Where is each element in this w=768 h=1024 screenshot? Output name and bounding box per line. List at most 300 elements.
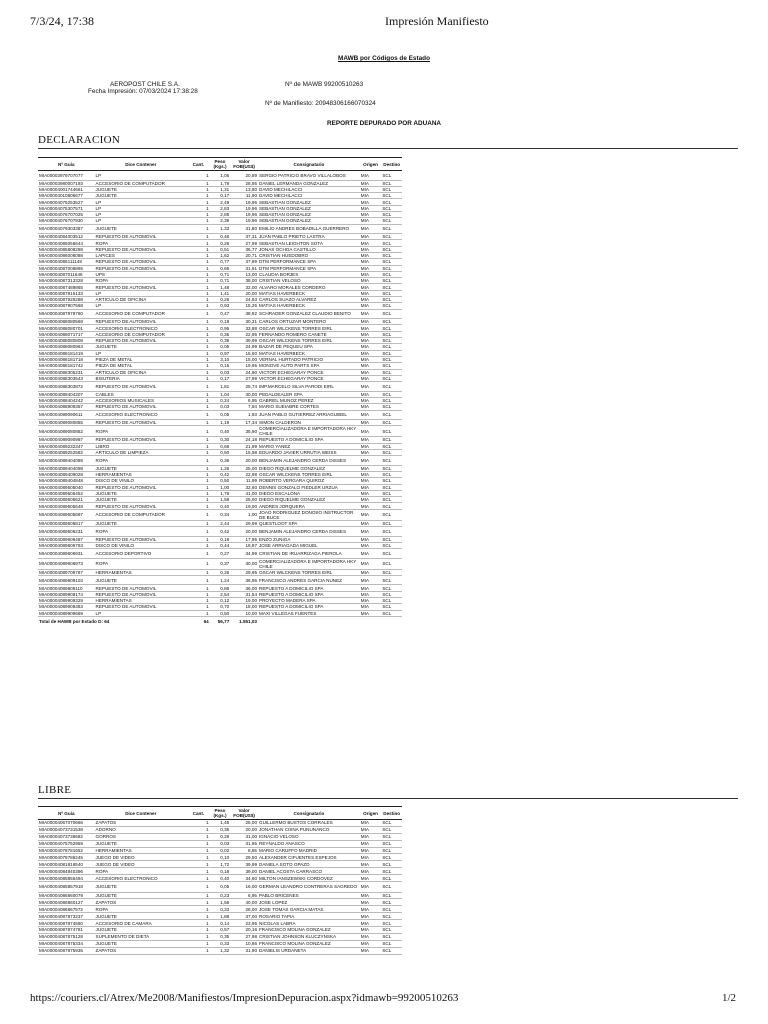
cell-origen: MIA bbox=[360, 186, 382, 192]
cell-peso: 0,15 bbox=[210, 363, 231, 369]
cell-contenido: ZAPATOS bbox=[95, 947, 188, 954]
cell-valor: 39,99 bbox=[230, 861, 258, 868]
cell-contenido: JUGUETE bbox=[95, 882, 188, 893]
cell-valor: 6,95 bbox=[230, 892, 258, 899]
cell-guia: MIA00004089909174 bbox=[38, 591, 95, 597]
cell-consignatario: ALEXANDER CIFUENTES ESPEJOS bbox=[258, 854, 360, 861]
cell-cantidad: 1 bbox=[187, 410, 210, 420]
cell-contenido: LP bbox=[95, 205, 188, 211]
cell-valor: 11,90 bbox=[230, 193, 258, 199]
cell-valor: 20,00 bbox=[230, 527, 258, 537]
cell-valor: 33,88 bbox=[230, 325, 258, 331]
cell-destino: SCL bbox=[381, 484, 402, 490]
cell-origen: MIA bbox=[360, 542, 382, 548]
cell-destino: SCL bbox=[381, 404, 402, 410]
cell-cantidad: 1 bbox=[187, 833, 210, 840]
cell-valor: 36,95 bbox=[230, 575, 258, 585]
cell-origen: MIA bbox=[360, 391, 382, 397]
table-row bbox=[38, 947, 402, 954]
cell-peso: 1,32 bbox=[210, 947, 231, 954]
cell-contenido: LP bbox=[95, 290, 188, 296]
manifest-number: Nº de Manifiesto: 20948306166070324 bbox=[265, 100, 376, 107]
cell-consignatario: JOSE LOPEZ bbox=[258, 899, 360, 906]
cell-peso: 0,36 bbox=[210, 456, 231, 466]
cell-consignatario: JUAN PABLO PRIETO LASTRA bbox=[258, 234, 360, 240]
cell-valor: 6,95 bbox=[230, 397, 258, 403]
cell-valor: 25,00 bbox=[230, 465, 258, 471]
libre-table bbox=[38, 806, 402, 955]
cell-guia: MIA00004088080701 bbox=[38, 325, 95, 331]
cell-valor: 11,99 bbox=[230, 478, 258, 484]
cell-guia: MIA00004086860127 bbox=[38, 899, 95, 906]
cell-consignatario: DANIELA SOTO OPAZO bbox=[258, 861, 360, 868]
cell-peso: 0,17 bbox=[210, 193, 231, 199]
cell-origen: MIA bbox=[360, 610, 382, 616]
cell-peso: 0,33 bbox=[210, 940, 231, 947]
cell-guia: MIA00004076707930 bbox=[38, 218, 95, 224]
cell-contenido: JUGUETE bbox=[95, 575, 188, 585]
cell-destino: SCL bbox=[381, 290, 402, 296]
cell-origen: MIA bbox=[360, 443, 382, 449]
cell-cantidad: 1 bbox=[187, 478, 210, 484]
cell-peso: 0,46 bbox=[210, 234, 231, 240]
cell-origen: MIA bbox=[360, 234, 382, 240]
cell-origen: MIA bbox=[360, 569, 382, 575]
cell-peso: 0,95 bbox=[210, 325, 231, 331]
cell-origen: MIA bbox=[360, 892, 382, 899]
table-row bbox=[38, 382, 402, 392]
cell-destino: SCL bbox=[381, 527, 402, 537]
cell-peso: 0,86 bbox=[210, 585, 231, 591]
cell-consignatario: CLAUDIA BORJES bbox=[258, 271, 360, 277]
cell-consignatario: DANIEL LERMANDA GONZALEZ bbox=[258, 180, 360, 186]
cell-consignatario: CRISTIAN VELOSO bbox=[258, 278, 360, 284]
cell-peso: 0,44 bbox=[210, 542, 231, 548]
cell-contenido: ROPA bbox=[95, 558, 188, 569]
cell-peso: 0,30 bbox=[210, 437, 231, 443]
col-header-contenido: Dice Contener bbox=[95, 807, 188, 820]
cell-origen: MIA bbox=[360, 484, 382, 490]
cell-peso: 0,02 bbox=[210, 847, 231, 854]
cell-valor: 8,65 bbox=[230, 847, 258, 854]
cell-destino: SCL bbox=[381, 926, 402, 933]
cell-cantidad: 1 bbox=[187, 598, 210, 604]
cell-valor: 24,90 bbox=[230, 369, 258, 375]
cell-contenido: REPUESTO DE AUTOMOVIL bbox=[95, 246, 188, 252]
cell-valor: 37,00 bbox=[230, 913, 258, 920]
cell-cantidad: 1 bbox=[187, 471, 210, 477]
cell-guia: MIA00004089404089 bbox=[38, 456, 95, 466]
cell-consignatario: REPUESTO A DOMICILIO SPA bbox=[258, 604, 360, 610]
cell-origen: MIA bbox=[360, 199, 382, 205]
cell-origen: MIA bbox=[360, 171, 382, 181]
cell-valor: 41,00 bbox=[230, 490, 258, 496]
cell-consignatario: OSCAR WILCKENS TORRES EIRL bbox=[258, 338, 360, 344]
table-row bbox=[38, 861, 402, 868]
cell-peso: 3,10 bbox=[210, 356, 231, 362]
cell-valor: 1,93 bbox=[230, 410, 258, 420]
cell-destino: SCL bbox=[381, 331, 402, 337]
cell-peso: 2,49 bbox=[210, 199, 231, 205]
cell-consignatario: DENNIS GONZALO FIEDLER URZUA bbox=[258, 484, 360, 490]
cell-contenido: JUGUETE bbox=[95, 186, 188, 192]
cell-guia: MIA00004085856494 bbox=[38, 875, 95, 882]
cell-contenido: SUPLEMENTO DE DIETA bbox=[95, 933, 188, 940]
cell-consignatario: CRISTIAN DE IRUARRIZAGA PIEROLA bbox=[258, 549, 360, 559]
cell-origen: MIA bbox=[360, 350, 382, 356]
cell-valor: 32,00 bbox=[230, 284, 258, 290]
cell-guia: MIA00004076707025 bbox=[38, 211, 95, 217]
cell-origen: MIA bbox=[360, 224, 382, 234]
cell-origen: MIA bbox=[360, 252, 382, 258]
cell-peso: 0,68 bbox=[210, 443, 231, 449]
cell-valor: 36,77 bbox=[230, 246, 258, 252]
cell-consignatario: ANDRES JORQUERA bbox=[258, 503, 360, 509]
cell-guia: MIA00004089090611 bbox=[38, 410, 95, 420]
cell-contenido: JUGUETE bbox=[95, 892, 188, 899]
cell-peso: 0,50 bbox=[210, 449, 231, 455]
cell-peso: 0,33 bbox=[210, 906, 231, 913]
cell-origen: MIA bbox=[360, 882, 382, 893]
cell-valor: 17,95 bbox=[230, 536, 258, 542]
cell-consignatario: MONOVE AUTO PARTS SPA bbox=[258, 363, 360, 369]
cell-origen: MIA bbox=[360, 344, 382, 350]
cell-destino: SCL bbox=[381, 558, 402, 569]
cell-destino: SCL bbox=[381, 171, 402, 181]
cell-origen: MIA bbox=[360, 920, 382, 927]
cell-origen: MIA bbox=[360, 840, 382, 847]
cell-valor: 7,94 bbox=[230, 404, 258, 410]
cell-contenido: ROPA bbox=[95, 426, 188, 437]
cell-valor: 20,00 bbox=[230, 456, 258, 466]
cell-destino: SCL bbox=[381, 933, 402, 940]
cell-guia: MIA00004010806677 bbox=[38, 193, 95, 199]
cell-cantidad: 1 bbox=[187, 186, 210, 192]
cell-consignatario: REPUESTO A DOMICILIO SPA bbox=[258, 585, 360, 591]
cell-origen: MIA bbox=[360, 265, 382, 271]
cell-peso: 0,18 bbox=[210, 319, 231, 325]
table-row bbox=[38, 940, 402, 947]
cell-consignatario: DANIEL ACOSTA CARRASCO bbox=[258, 868, 360, 875]
cell-peso: 1,33 bbox=[210, 224, 231, 234]
cell-valor: 35,90 bbox=[230, 426, 258, 437]
cell-origen: MIA bbox=[360, 906, 382, 913]
cell-valor: 22,98 bbox=[230, 471, 258, 477]
cell-consignatario: GERMAN LEANDRO CONTRERAS SAGREDO bbox=[258, 882, 360, 893]
cell-origen: MIA bbox=[360, 284, 382, 290]
cell-origen: MIA bbox=[360, 218, 382, 224]
cell-cantidad: 1 bbox=[187, 575, 210, 585]
cell-contenido: REPUESTO DE AUTOMOVIL bbox=[95, 259, 188, 265]
table-row bbox=[38, 224, 402, 234]
cell-origen: MIA bbox=[360, 947, 382, 954]
cell-valor: 38,00 bbox=[230, 278, 258, 284]
cell-valor: 20,00 bbox=[230, 290, 258, 296]
cell-contenido: ACCESORIO DE CAMARA bbox=[95, 920, 188, 927]
col-header-contenido: Dice Contener bbox=[95, 158, 188, 171]
cell-origen: MIA bbox=[360, 861, 382, 868]
cell-consignatario: MILTON IANSZEWSKI CORDOVEZ bbox=[258, 875, 360, 882]
cell-valor: 20,00 bbox=[230, 826, 258, 833]
cell-origen: MIA bbox=[360, 290, 382, 296]
cell-origen: MIA bbox=[360, 490, 382, 496]
cell-peso: 0,03 bbox=[210, 840, 231, 847]
cell-peso: 0,26 bbox=[210, 240, 231, 246]
cell-guia: MIA00004087874781 bbox=[38, 926, 95, 933]
cell-contenido: REPUESTO DE AUTOMOVIL bbox=[95, 265, 188, 271]
cell-contenido: REPUESTO DE AUTOMOVIL bbox=[95, 536, 188, 542]
cell-peso: 0,05 bbox=[210, 882, 231, 893]
cell-guia: MIA00004089708787 bbox=[38, 569, 95, 575]
cell-guia: MIA00004087907568 bbox=[38, 303, 95, 309]
cell-cantidad: 1 bbox=[187, 397, 210, 403]
cell-cantidad: 1 bbox=[187, 218, 210, 224]
cell-destino: SCL bbox=[381, 503, 402, 509]
cell-guia: MIA00004087875334 bbox=[38, 940, 95, 947]
cell-destino: SCL bbox=[381, 542, 402, 548]
cell-consignatario: ENZO ZUNIGA bbox=[258, 536, 360, 542]
cell-destino: SCL bbox=[381, 369, 402, 375]
cell-guia: MIA00004089505621 bbox=[38, 497, 95, 503]
cell-origen: MIA bbox=[360, 913, 382, 920]
cell-cantidad: 1 bbox=[187, 199, 210, 205]
cell-valor: 31,91 bbox=[230, 265, 258, 271]
cell-destino: SCL bbox=[381, 375, 402, 381]
cell-origen: MIA bbox=[360, 331, 382, 337]
cell-peso: 1,56 bbox=[210, 899, 231, 906]
cell-destino: SCL bbox=[381, 426, 402, 437]
cell-consignatario: MARIO CARUFFO MADRID bbox=[258, 847, 360, 854]
cell-consignatario: DAVID MECHILACCI bbox=[258, 193, 360, 199]
col-header-origen: Origen bbox=[360, 158, 382, 171]
cell-destino: SCL bbox=[381, 471, 402, 477]
cell-origen: MIA bbox=[360, 426, 382, 437]
table-header bbox=[38, 807, 402, 820]
cell-contenido: HERRAMIENTAS bbox=[95, 598, 188, 604]
cell-contenido: LP bbox=[95, 610, 188, 616]
cell-origen: MIA bbox=[360, 868, 382, 875]
cell-contenido: JUGUETE bbox=[95, 224, 188, 234]
cell-contenido: REPUESTO DE AUTOMOVIL bbox=[95, 338, 188, 344]
cell-consignatario: IMP.MARCELO SILVA PARODI EIRL bbox=[258, 382, 360, 392]
cell-guia: MIA00003980007193 bbox=[38, 180, 95, 186]
cell-peso: 0,40 bbox=[210, 503, 231, 509]
table-row bbox=[38, 882, 402, 893]
cell-valor: 30,31 bbox=[230, 319, 258, 325]
cell-contenido: REPUESTO DE AUTOMOVIL bbox=[95, 604, 188, 610]
cell-destino: SCL bbox=[381, 278, 402, 284]
table-row bbox=[38, 913, 402, 920]
cell-contenido: JUGUETE bbox=[95, 840, 188, 847]
cell-guia: MIA00004089606973 bbox=[38, 558, 95, 569]
table-row bbox=[38, 875, 402, 882]
cell-contenido: ADORNO bbox=[95, 826, 188, 833]
cell-origen: MIA bbox=[360, 465, 382, 471]
cell-valor: 27,98 bbox=[230, 933, 258, 940]
cell-destino: SCL bbox=[381, 246, 402, 252]
cell-destino: SCL bbox=[381, 854, 402, 861]
cell-contenido: GORROS bbox=[95, 833, 188, 840]
cell-origen: MIA bbox=[360, 833, 382, 840]
cell-guia: MIA00004001744661 bbox=[38, 186, 95, 192]
page-number: 1/2 bbox=[722, 992, 737, 1004]
cell-peso: 1,31 bbox=[210, 186, 231, 192]
cell-cantidad: 1 bbox=[187, 509, 210, 520]
cell-contenido: DISCO DE VINILO bbox=[95, 542, 188, 548]
cell-origen: MIA bbox=[360, 509, 382, 520]
cell-peso: 2,85 bbox=[210, 211, 231, 217]
cell-consignatario: DANIELIS URDANETA bbox=[258, 947, 360, 954]
cell-destino: SCL bbox=[381, 234, 402, 240]
cell-destino: SCL bbox=[381, 906, 402, 913]
cell-origen: MIA bbox=[360, 211, 382, 217]
cell-cantidad: 1 bbox=[187, 356, 210, 362]
cell-valor: 31,90 bbox=[230, 947, 258, 954]
cell-contenido: REPUESTO DE AUTOMOVIL bbox=[95, 234, 188, 240]
table-row bbox=[38, 906, 402, 913]
cell-peso: 0,12 bbox=[210, 598, 231, 604]
cell-guia: MIA00004088181419 bbox=[38, 350, 95, 356]
cell-guia: MIA00004085857918 bbox=[38, 882, 95, 893]
cell-guia: MIA00004089505697 bbox=[38, 509, 95, 520]
cell-guia: MIA00004078786245 bbox=[38, 854, 95, 861]
cell-destino: SCL bbox=[381, 218, 402, 224]
cell-guia: MIA00004086860079 bbox=[38, 892, 95, 899]
cell-destino: SCL bbox=[381, 271, 402, 277]
cell-cantidad: 1 bbox=[187, 265, 210, 271]
cell-valor: 13,80 bbox=[230, 186, 258, 192]
cell-destino: SCL bbox=[381, 391, 402, 397]
cell-peso: 0,03 bbox=[210, 404, 231, 410]
cell-cantidad: 1 bbox=[187, 868, 210, 875]
cell-destino: SCL bbox=[381, 211, 402, 217]
cell-consignatario: OSCAR WILCKENS TORRES EIRL bbox=[258, 471, 360, 477]
cell-cantidad: 1 bbox=[187, 536, 210, 542]
cell-valor: 39,00 bbox=[230, 868, 258, 875]
cell-contenido: ACCESORIO DE COMPUTADOR bbox=[95, 509, 188, 520]
cell-origen: MIA bbox=[360, 604, 382, 610]
cell-valor: 37,31 bbox=[230, 234, 258, 240]
cell-destino: SCL bbox=[381, 591, 402, 597]
cell-guia: MIA00004089505648 bbox=[38, 503, 95, 509]
cell-peso: 0,51 bbox=[210, 246, 231, 252]
cell-guia: MIA00004089232347 bbox=[38, 443, 95, 449]
cell-cantidad: 1 bbox=[187, 820, 210, 827]
cell-cantidad: 1 bbox=[187, 503, 210, 509]
cell-guia: MIA00004089505817 bbox=[38, 520, 95, 526]
cell-peso: 0,42 bbox=[210, 527, 231, 537]
cell-origen: MIA bbox=[360, 854, 382, 861]
cell-peso: 0,35 bbox=[210, 933, 231, 940]
cell-origen: MIA bbox=[360, 536, 382, 542]
cell-peso: 1,00 bbox=[210, 484, 231, 490]
cell-valor: 25,00 bbox=[230, 497, 258, 503]
cell-cantidad: 1 bbox=[187, 861, 210, 868]
cell-cantidad: 1 bbox=[187, 882, 210, 893]
cell-destino: SCL bbox=[381, 265, 402, 271]
cell-cantidad: 1 bbox=[187, 527, 210, 537]
cell-valor: 19,96 bbox=[230, 211, 258, 217]
cell-cantidad: 1 bbox=[187, 344, 210, 350]
cell-origen: MIA bbox=[360, 382, 382, 392]
col-header-origen: Origen bbox=[360, 807, 382, 820]
cell-consignatario: JONATHAN CISNA PUNUNANCO bbox=[258, 826, 360, 833]
cell-peso: 0,50 bbox=[210, 610, 231, 616]
cell-consignatario: JOSE TOMAS GARCIA MATAS bbox=[258, 906, 360, 913]
cell-consignatario: OSCAR WILCKENS TORRES EIRL bbox=[258, 569, 360, 575]
cell-contenido: LP bbox=[95, 211, 188, 217]
cell-consignatario: QUESTLOOT SPA bbox=[258, 520, 360, 526]
cell-peso: 0,42 bbox=[210, 471, 231, 477]
cell-destino: SCL bbox=[381, 899, 402, 906]
cell-cantidad: 1 bbox=[187, 437, 210, 443]
cell-cantidad: 1 bbox=[187, 840, 210, 847]
cell-consignatario: IGNACIO VELOSO bbox=[258, 833, 360, 840]
cell-contenido: HERRAMIENTAS bbox=[95, 569, 188, 575]
cell-contenido: JUEGO DE VIDEO bbox=[95, 854, 188, 861]
cell-consignatario: GUILLERMO BUSTOS CORRALES bbox=[258, 820, 360, 827]
cell-destino: SCL bbox=[381, 833, 402, 840]
cell-valor: 13,00 bbox=[230, 271, 258, 277]
cell-origen: MIA bbox=[360, 259, 382, 265]
cell-contenido: REPUESTO DE AUTOMOVIL bbox=[95, 484, 188, 490]
cell-destino: SCL bbox=[381, 186, 402, 192]
cell-destino: SCL bbox=[381, 840, 402, 847]
cell-guia: MIA00004088071717 bbox=[38, 331, 95, 337]
cell-consignatario: BENJAMIN ALEJANDRO CERDA DISSES bbox=[258, 527, 360, 537]
col-header-cantidad: Cant. bbox=[187, 807, 210, 820]
cell-peso: 0,10 bbox=[210, 854, 231, 861]
cell-valor: 32,60 bbox=[230, 484, 258, 490]
cell-consignatario: MAXI VILLEGAS FUENTES bbox=[258, 610, 360, 616]
cell-contenido: HERRAMIENTAS bbox=[95, 847, 188, 854]
cell-guia: MIA00004078781652 bbox=[38, 847, 95, 854]
cell-destino: SCL bbox=[381, 465, 402, 471]
cell-valor: 28,95 bbox=[230, 180, 258, 186]
cell-contenido: LP bbox=[95, 350, 188, 356]
cell-peso: 0,57 bbox=[210, 926, 231, 933]
cell-consignatario: COMERCIALIZADORA E IMPORTADORA HKY CHILE bbox=[258, 426, 360, 437]
cell-destino: SCL bbox=[381, 892, 402, 899]
col-header-destino: Destino bbox=[381, 807, 402, 820]
cell-peso: 0,27 bbox=[210, 549, 231, 559]
cell-valor: 37,99 bbox=[230, 259, 258, 265]
cell-origen: MIA bbox=[360, 325, 382, 331]
page-url: https://couriers.cl/Atrex/Me2008/Manifiestos/ImpresionDepuracion.aspx?idmawb=99200510263 bbox=[30, 992, 459, 1004]
cell-cantidad: 1 bbox=[187, 369, 210, 375]
cell-valor: 23,95 bbox=[230, 920, 258, 927]
cell-contenido: CABLES bbox=[95, 391, 188, 397]
cell-valor: 27,99 bbox=[230, 375, 258, 381]
cell-consignatario: GABRIEL MUNOZ PEREZ bbox=[258, 397, 360, 403]
cell-contenido: REPUESTO DE AUTOMOVIL bbox=[95, 284, 188, 290]
cell-destino: SCL bbox=[381, 284, 402, 290]
cell-guia: MIA00004089404098 bbox=[38, 465, 95, 471]
declaracion-table bbox=[38, 157, 402, 624]
cell-contenido: ZAPATOS bbox=[95, 820, 188, 827]
cell-destino: SCL bbox=[381, 520, 402, 526]
cell-contenido: HERRAMIENTAS bbox=[95, 471, 188, 477]
cell-guia: MIA00004075307571 bbox=[38, 205, 95, 211]
cell-consignatario: CARLOS ORTUZAR MONTERO bbox=[258, 319, 360, 325]
cell-destino: SCL bbox=[381, 598, 402, 604]
cell-valor: 27,99 bbox=[230, 240, 258, 246]
cell-destino: SCL bbox=[381, 356, 402, 362]
cell-cantidad: 1 bbox=[187, 947, 210, 954]
table-row bbox=[38, 833, 402, 840]
cell-contenido: ACCESORIOS MUSICALES bbox=[95, 397, 188, 403]
cell-guia: MIA00004075752959 bbox=[38, 840, 95, 847]
